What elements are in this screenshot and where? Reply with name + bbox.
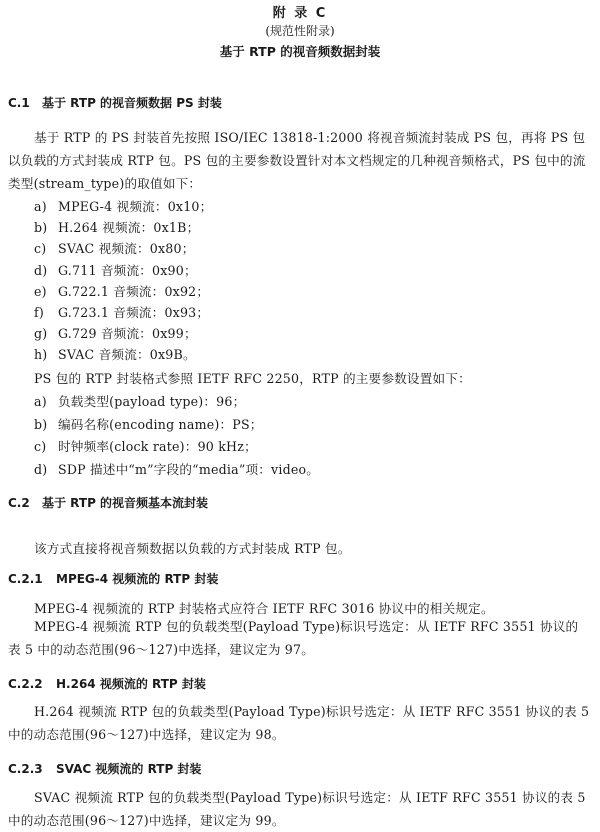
list-item-label: c) [34, 439, 47, 454]
appendix-main-title: 基于 RTP 的视音频数据封装 [219, 44, 381, 59]
section-c2-paragraph: 该方式直接将视音频数据以负载的方式封装成 RTP 包。 [34, 541, 351, 556]
section-number: C.2 [8, 496, 30, 510]
list-item-label: b) [34, 220, 48, 236]
appendix-title: 附 录 C [272, 6, 328, 21]
list-item-text: 编码名称(encoding name)：PS； [58, 416, 263, 432]
stream-type-item [34, 238, 195, 257]
list-item-label: e) [34, 283, 47, 299]
list-item-label: a) [34, 199, 47, 214]
section-c23-heading [8, 760, 201, 777]
list-item-label: d) [34, 461, 48, 477]
stream-type-item [34, 281, 209, 300]
stream-type-item [34, 344, 196, 363]
section-number: C.2.2 [8, 677, 43, 691]
stream-type-item [34, 196, 212, 215]
list-item-label: h) [34, 347, 48, 363]
stream-type-item [34, 323, 197, 342]
list-item-text: H.264 视频流：0x1B； [58, 220, 200, 236]
section-c22-paragraph: H.264 视频流 RTP 包的负载类型(Payload Type)标识号选定：从 IETF RFC 3551 协议的表 5 中的动态范围(96～127)中选择，建议定为 98。 [8, 704, 590, 742]
list-item-label: a) [34, 394, 47, 409]
list-item-text: G.723.1 音频流：0x93； [58, 305, 210, 320]
section-c1-paragraph: 基于 RTP 的 PS 封装首先按照 ISO/IEC 13818-1:2000 将视音频流封装成 PS 包，再将 PS 包以负载的方式封装成 RTP 包。PS 包的主要参数设置针对本文档规定的几种视音频格式，PS 包中的流类型(stream_type)的取值如下： [8, 130, 586, 191]
rtp-param-item [34, 414, 263, 433]
list-item-text: 时钟频率(clock rate)：90 kHz； [58, 439, 257, 454]
list-item-text: G.722.1 音频流：0x92； [58, 283, 210, 299]
section-title: 基于 RTP 的视音频数据 PS 封装 [42, 96, 222, 110]
section-c21-heading [8, 570, 218, 587]
stream-type-item [34, 302, 209, 321]
list-item-text: SVAC 音频流：0x9B。 [58, 347, 196, 363]
section-number: C.1 [8, 96, 30, 110]
list-item-text: SDP 描述中“m”字段的“media”项：video。 [58, 461, 320, 477]
rtp-params-intro: PS 包的 RTP 封装格式参照 IETF RFC 2250，RTP 的主要参数设置如下： [34, 371, 471, 386]
rtp-param-item [34, 391, 245, 410]
section-c23-paragraph: SVAC 视频流 RTP 包的负载类型(Payload Type)标识号选定：从 IETF RFC 3551 协议的表 5 中的动态范围(96～127)中选择，建议定为 99。 [8, 790, 586, 828]
list-item-text: MPEG-4 视频流：0x10； [58, 199, 213, 214]
rtp-param-item [34, 436, 257, 455]
section-title: 基于 RTP 的视音频基本流封装 [42, 496, 209, 510]
list-item-label: b) [34, 416, 48, 432]
section-number: C.2.1 [8, 572, 43, 586]
list-item-label: f) [34, 305, 44, 320]
list-item-text: G.711 音频流：0x90； [58, 262, 197, 278]
section-number: C.2.3 [8, 762, 43, 776]
section-c1-heading [8, 94, 222, 111]
section-title: H.264 视频流的 RTP 封装 [56, 677, 206, 691]
section-c21-paragraph-2: MPEG-4 视频流 RTP 包的负载类型(Payload Type)标识号选定：从 IETF RFC 3551 协议的表 5 中的动态范围(96～127)中选择，建议定为 97。 [8, 619, 579, 657]
section-c22-heading [8, 675, 206, 692]
section-title: MPEG-4 视频流的 RTP 封装 [56, 572, 219, 586]
list-item-text: SVAC 视频流：0x80； [58, 241, 195, 257]
rtp-param-item [34, 459, 319, 478]
stream-type-item [34, 217, 199, 236]
list-item-text: G.729 音频流：0x99； [58, 326, 197, 342]
list-item-label: c) [34, 241, 47, 257]
list-item-label: d) [34, 262, 48, 278]
list-item-text: 负载类型(payload type)：96； [58, 394, 246, 409]
list-item-label: g) [34, 326, 48, 342]
section-title: SVAC 视频流的 RTP 封装 [56, 762, 202, 776]
section-c2-heading [8, 494, 208, 511]
section-c21-paragraph-1: MPEG-4 视频流的 RTP 封装格式应符合 IETF RFC 3016 协议中的相关规定。 [34, 601, 494, 616]
appendix-type: (规范性附录) [265, 24, 335, 38]
stream-type-item [34, 260, 197, 279]
